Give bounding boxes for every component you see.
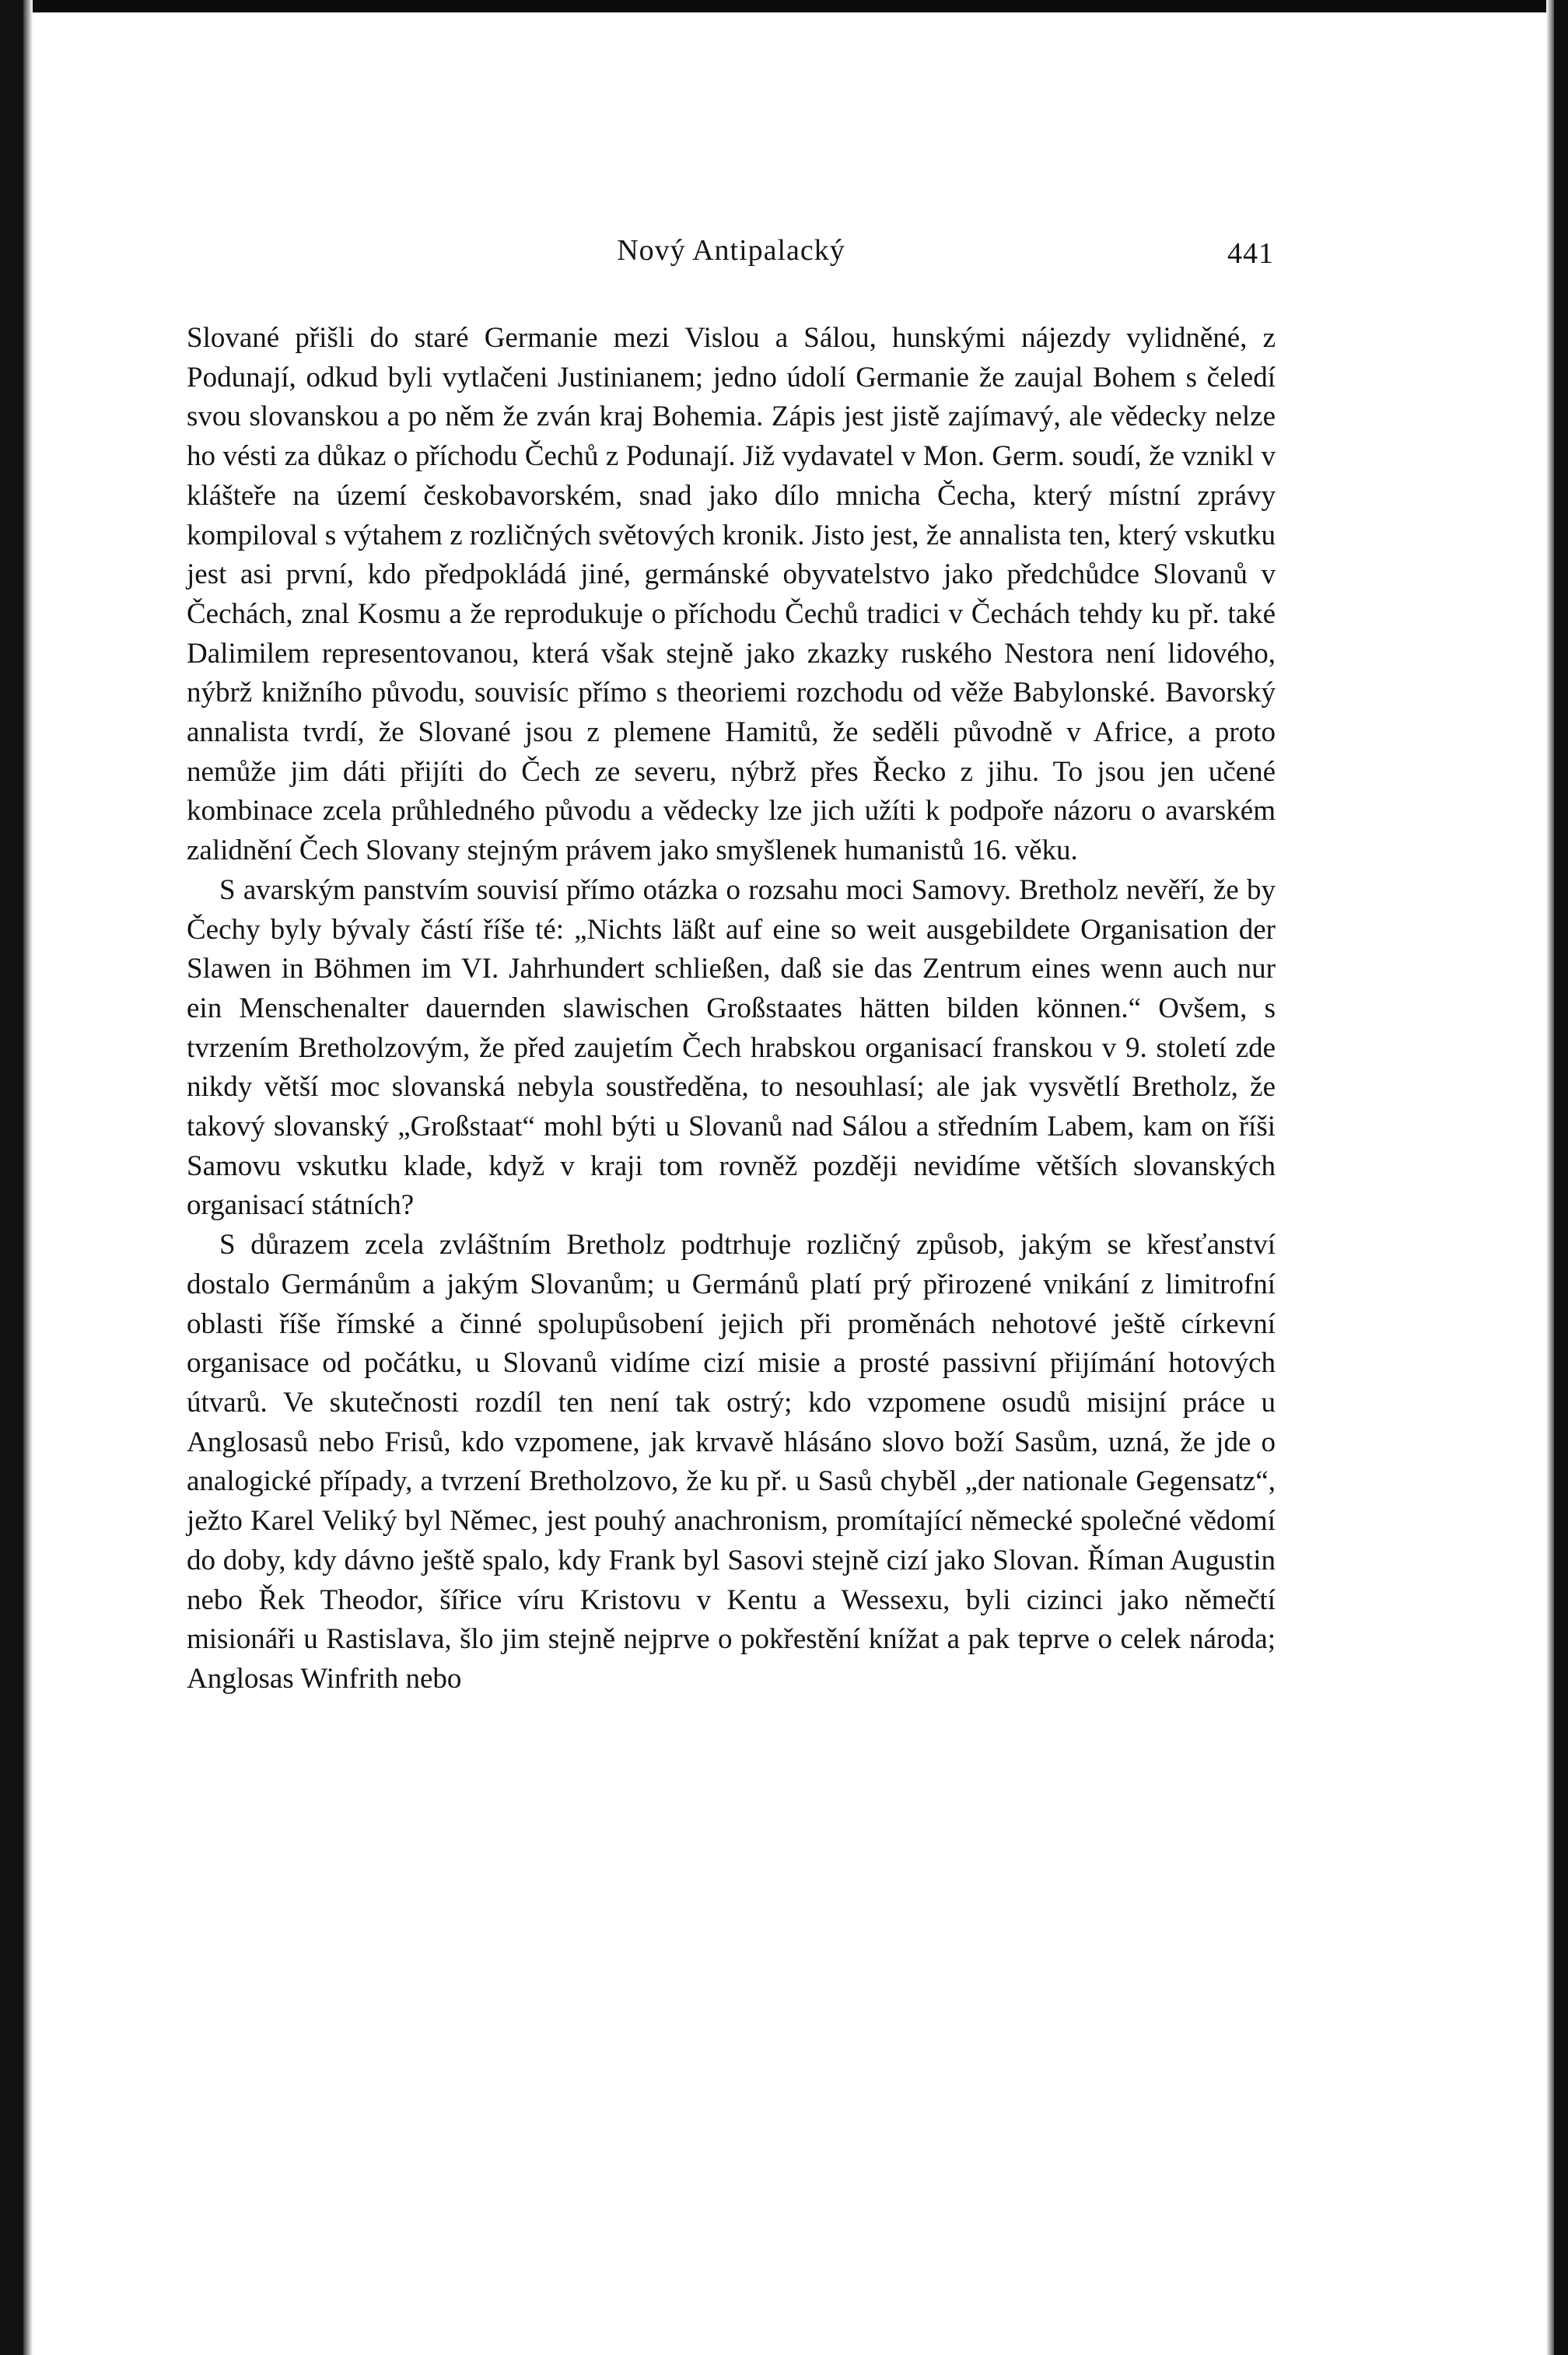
scan-border-left <box>0 0 23 2355</box>
paragraph-2: S avarským panstvím souvisí přímo otázka o rozsahu moci Samovy. Bretholz nevěří, že by Čechy byly bývaly částí říše té: „Nichts läßt auf eine so weit ausgebildete Organisation der Slawen in Böhmen im VI. Jahrhundert schließen, daß sie das Zentrum eines wenn auch nur ein Menschenalter dauernden slawischen Großstaates hätten bilden können.“ Ovšem, s tvrzením Bretholzovým, že před zaujetím Čech hrabskou organisací franskou v 9. století zde nikdy větší moc slovanská nebyla soustředěna, to nesouhlasí; ale jak vysvětlí Bretholz, že takový slovanský „Großstaat“ mohl býti u Slovanů nad Sálou a středním Labem, kam on říši Samovu vskutku klade, když v kraji tom rovněž později nevidíme větších slovanských organisací státních? <box>187 873 1276 1222</box>
paragraph-3: S důrazem zcela zvláštním Bretholz podtrhuje rozličný způsob, jakým se křesťanství dostalo Germánům a jakým Slovanům; u Germánů platí prý přirozené vnikání z limitrofní oblasti říše římské a činné spolupůsobení jejich při proměnách nehotové ještě církevní organisace od počátku, u Slovanů vidíme cizí misie a prosté passivní přijímání hotových útvarů. Ve skutečnosti rozdíl ten není tak ostrý; kdo vzpomene osudů misijní práce u Anglosasů nebo Frisů, kdo vzpomene, jak krvavě hlásáno slovo boží Sasům, uzná, že jde o analogické případy, a tvrzení Bretholzovo, že ku př. u Sasů chyběl „der nationale Gegensatz“, ježto Karel Veliký byl Němec, jest pouhý anachronism, promítající německé společné vědomí do doby, kdy dávno ještě spalo, kdy Frank byl Sasovi stejně cizí jako Slovan. Říman Augustin nebo Řek Theodor, šířice víru Kristovu v Kentu a Wessexu, byli cizinci jako němečtí misionáři u Rastislava, šlo jim stejně nejprve o pokřestění knížat a pak teprve o celek národa; Anglosas Winfrith nebo <box>187 1229 1276 1695</box>
scan-border-top <box>0 0 1568 12</box>
scan-shadow-right <box>1546 0 1554 2355</box>
scan-border-right <box>1554 0 1568 2355</box>
scan-shadow-left <box>23 0 33 2355</box>
page-number: 441 <box>1227 237 1274 270</box>
paragraph-1: Slované přišli do staré Germanie mezi Vislou a Sálou, hunskými nájezdy vylidněné, z Podunají, odkud byli vytlačeni Justinianem; jedno údolí Germanie že zaujal Bohem s čeledí svou slovanskou a po něm že zván kraj Bohemia. Zápis jest jistě zajímavý, ale vědecky nelze ho vésti za důkaz o příchodu Čechů z Podunají. Již vydavatel v Mon. Germ. soudí, že vznikl v klášteře na území českobavorském, snad jako dílo mnicha Čecha, který místní zprávy kompiloval s výtahem z rozličných světových kronik. Jisto jest, že annalista ten, který vskutku jest asi první, kdo předpokládá jiné, germánské obyvatelstvo jako předchůdce Slovanů v Čechách, znal Kosmu a že reprodukuje o příchodu Čechů tradici v Čechách tehdy ku př. také Dalimilem representovanou, která však stejně jako zkazky ruského Nestora není lidového, nýbrž knižního původu, souvisíc přímo s theoriemi rozchodu od věže Babylonské. Bavorský annalista tvrdí, že Slované jsou z plemene Hamitů, že seděli původně v Africe, a proto nemůže jim dáti přijíti do Čech ze severu, nýbrž přes Řecko z jihu. To jsou jen učené kombinace zcela průhledného původu a vědecky lze jich užíti k podpoře názoru o avarském zalidnění Čech Slovany stejným právem jako smyšlenek humanistů 16. věku. <box>187 322 1276 867</box>
body-text <box>187 319 1276 1699</box>
running-title: Nový Antipalacký <box>617 234 845 267</box>
book-page <box>187 233 1276 1699</box>
running-head <box>187 233 1276 280</box>
